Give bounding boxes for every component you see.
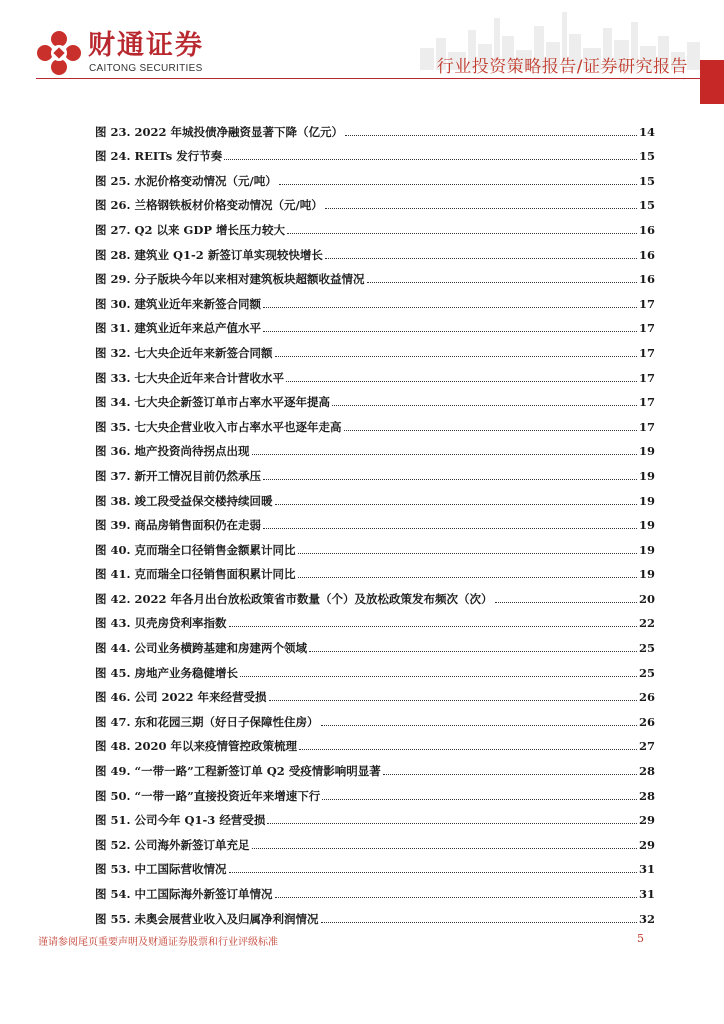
- toc-dot-leader: [325, 208, 637, 209]
- toc-entry-page: 15: [638, 173, 655, 188]
- toc-dot-leader: [269, 700, 637, 701]
- toc-entry[interactable]: [95, 655, 655, 680]
- toc-entry-page: 22: [638, 616, 655, 631]
- toc-entry[interactable]: [95, 508, 655, 533]
- toc-entry-page: 28: [638, 764, 655, 779]
- toc-entry-label: 图 23. 2022 年城投债净融资显著下降（亿元）: [95, 124, 344, 139]
- toc-entry[interactable]: [95, 360, 655, 385]
- toc-entry[interactable]: [95, 286, 655, 311]
- toc-entry[interactable]: [95, 532, 655, 557]
- toc-dot-leader: [263, 528, 637, 529]
- toc-dot-leader: [321, 922, 637, 923]
- toc-entry-page: 19: [638, 567, 655, 582]
- toc-entry-label: 图 49. “一带一路”工程新签订单 Q2 受疫情影响明显著: [95, 764, 381, 779]
- toc-entry[interactable]: [95, 704, 655, 729]
- toc-entry[interactable]: [95, 237, 655, 262]
- toc-dot-leader: [309, 651, 637, 652]
- toc-entry-label: 图 31. 建筑业近年来总产值水平: [95, 321, 262, 336]
- toc-entry[interactable]: [95, 606, 655, 631]
- toc-entry-page: 17: [638, 419, 655, 434]
- toc-dot-leader: [252, 454, 637, 455]
- toc-entry-page: 17: [638, 395, 655, 410]
- toc-dot-leader: [286, 381, 637, 382]
- toc-entry-page: 14: [638, 124, 655, 139]
- toc-entry[interactable]: [95, 827, 655, 852]
- toc-entry-label: 图 29. 分子版块今年以来相对建筑板块超额收益情况: [95, 272, 365, 287]
- toc-entry-label: 图 55. 未奥会展营业收入及归属净利润情况: [95, 911, 319, 926]
- toc-entry-label: 图 25. 水泥价格变动情况（元/吨）: [95, 173, 277, 188]
- toc-entry-page: 16: [638, 272, 655, 287]
- toc-dot-leader: [298, 577, 637, 578]
- toc-entry-label: 图 32. 七大央企近年来新签合同额: [95, 345, 273, 360]
- header-divider: [36, 78, 724, 79]
- toc-entry-label: 图 43. 贝壳房贷利率指数: [95, 616, 227, 631]
- toc-entry-label: 图 34. 七大央企新签订单市占率水平逐年提高: [95, 395, 331, 410]
- toc-dot-leader: [275, 356, 637, 357]
- toc-entry-page: 17: [638, 296, 655, 311]
- toc-dot-leader: [267, 823, 637, 824]
- toc-entry-page: 15: [638, 149, 655, 164]
- toc-entry[interactable]: [95, 876, 655, 901]
- toc-entry-page: 28: [638, 788, 655, 803]
- toc-dot-leader: [344, 430, 637, 431]
- toc-entry-label: 图 24. REITs 发行节奏: [95, 149, 223, 164]
- toc-entry-page: 19: [638, 444, 655, 459]
- toc-entry-page: 19: [638, 542, 655, 557]
- toc-entry[interactable]: [95, 458, 655, 483]
- toc-dot-leader: [263, 479, 637, 480]
- toc-entry[interactable]: [95, 729, 655, 754]
- toc-entry-page: 17: [638, 370, 655, 385]
- toc-entry[interactable]: [95, 803, 655, 828]
- toc-entry[interactable]: [95, 680, 655, 705]
- logo-chinese-name: 财通证券: [88, 30, 204, 61]
- toc-entry[interactable]: [95, 901, 655, 926]
- toc-entry-label: 图 39. 商品房销售面积仍在走弱: [95, 518, 262, 533]
- toc-entry-label: 图 41. 克而瑞全口径销售面积累计同比: [95, 567, 296, 582]
- toc-entry[interactable]: [95, 409, 655, 434]
- toc-entry[interactable]: [95, 163, 655, 188]
- toc-entry-page: 19: [638, 518, 655, 533]
- toc-entry-label: 图 44. 公司业务横跨基建和房建两个领域: [95, 641, 308, 656]
- toc-entry-label: 图 36. 地产投资尚待拐点出现: [95, 444, 250, 459]
- toc-entry-label: 图 51. 公司今年 Q1-3 经营受损: [95, 813, 266, 828]
- footer-disclaimer: 谨请参阅尾页重要声明及财通证券股票和行业评级标准: [38, 937, 278, 948]
- toc-entry[interactable]: [95, 581, 655, 606]
- toc-dot-leader: [224, 159, 637, 160]
- toc-entry[interactable]: [95, 335, 655, 360]
- toc-dot-leader: [345, 135, 637, 136]
- logo-english-name: CAITONG SECURITIES: [89, 63, 203, 74]
- toc-entry[interactable]: [95, 778, 655, 803]
- toc-dot-leader: [298, 553, 637, 554]
- toc-dot-leader: [252, 848, 637, 849]
- figure-table-of-contents: [95, 114, 655, 926]
- toc-entry[interactable]: [95, 434, 655, 459]
- toc-entry-label: 图 47. 东和花园三期（好日子保障性住房）: [95, 714, 319, 729]
- toc-entry-page: 25: [638, 665, 655, 680]
- toc-dot-leader: [332, 405, 637, 406]
- toc-dot-leader: [263, 331, 637, 332]
- toc-entry-label: 图 53. 中工国际营收情况: [95, 862, 227, 877]
- toc-entry-label: 图 37. 新开工情况目前仍然承压: [95, 468, 262, 483]
- toc-entry-page: 29: [638, 813, 655, 828]
- toc-entry-page: 32: [638, 911, 655, 926]
- toc-entry[interactable]: [95, 262, 655, 287]
- toc-dot-leader: [325, 258, 637, 259]
- toc-entry[interactable]: [95, 188, 655, 213]
- toc-dot-leader: [495, 602, 637, 603]
- toc-dot-leader: [240, 676, 637, 677]
- toc-dot-leader: [229, 626, 637, 627]
- toc-entry-page: 17: [638, 345, 655, 360]
- page-number: 5: [637, 932, 644, 945]
- toc-entry-label: 图 28. 建筑业 Q1-2 新签订单实现较快增长: [95, 247, 323, 262]
- toc-entry-label: 图 40. 克而瑞全口径销售金额累计同比: [95, 542, 296, 557]
- toc-dot-leader: [367, 282, 637, 283]
- toc-entry-page: 29: [638, 837, 655, 852]
- toc-dot-leader: [275, 504, 637, 505]
- toc-entry[interactable]: [95, 139, 655, 164]
- toc-entry-label: 图 52. 公司海外新签订单充足: [95, 837, 250, 852]
- toc-dot-leader: [322, 799, 637, 800]
- toc-entry-label: 图 27. Q2 以来 GDP 增长压力较大: [95, 222, 285, 237]
- toc-dot-leader: [229, 872, 637, 873]
- header-accent-bar: [700, 60, 724, 104]
- toc-entry-label: 图 45. 房地产业务稳健增长: [95, 665, 239, 680]
- toc-entry-label: 图 35. 七大央企营业收入市占率水平也逐年走高: [95, 419, 342, 434]
- toc-entry-label: 图 30. 建筑业近年来新签合同额: [95, 296, 262, 311]
- toc-entry[interactable]: [95, 483, 655, 508]
- toc-dot-leader: [275, 897, 637, 898]
- toc-dot-leader: [383, 774, 637, 775]
- caitong-logo-icon: [36, 30, 82, 76]
- toc-entry[interactable]: [95, 852, 655, 877]
- toc-entry-page: 31: [638, 887, 655, 901]
- toc-entry-page: 17: [638, 321, 655, 336]
- toc-entry-label: 图 26. 兰格钢铁板材价格变动情况（元/吨）: [95, 198, 323, 213]
- toc-entry-page: 15: [638, 198, 655, 213]
- toc-entry-page: 26: [638, 690, 655, 705]
- toc-entry-label: 图 54. 中工国际海外新签订单情况: [95, 887, 273, 901]
- toc-entry-page: 16: [638, 222, 655, 237]
- toc-entry[interactable]: [95, 311, 655, 336]
- toc-entry-page: 19: [638, 468, 655, 483]
- page-header: [0, 0, 724, 104]
- toc-entry-label: 图 42. 2022 年各月出台放松政策省市数量（个）及放松政策发布频次（次）: [95, 591, 493, 606]
- toc-dot-leader: [263, 307, 637, 308]
- toc-entry-label: 图 33. 七大央企近年来合计营收水平: [95, 370, 285, 385]
- toc-entry-page: 16: [638, 247, 655, 262]
- toc-dot-leader: [321, 725, 637, 726]
- toc-entry[interactable]: [95, 753, 655, 778]
- toc-entry-label: 图 38. 竣工段受益保交楼持续回暖: [95, 493, 273, 508]
- report-type-title: 行业投资策略报告/证券研究报告: [436, 57, 688, 77]
- toc-entry[interactable]: [95, 630, 655, 655]
- toc-entry[interactable]: [95, 385, 655, 410]
- toc-entry-page: 26: [638, 714, 655, 729]
- toc-entry-page: 20: [638, 591, 655, 606]
- toc-entry-page: 31: [638, 862, 655, 877]
- toc-entry-label: 图 48. 2020 年以来疫情管控政策梳理: [95, 739, 298, 754]
- toc-entry[interactable]: [95, 212, 655, 237]
- toc-dot-leader: [287, 233, 637, 234]
- toc-entry-page: 25: [638, 641, 655, 656]
- toc-entry[interactable]: [95, 557, 655, 582]
- toc-entry-label: 图 50. “一带一路”直接投资近年来增速下行: [95, 788, 321, 803]
- toc-dot-leader: [299, 749, 637, 750]
- toc-entry[interactable]: [95, 114, 655, 139]
- toc-dot-leader: [279, 184, 637, 185]
- toc-entry-page: 27: [638, 739, 655, 754]
- toc-entry-page: 19: [638, 493, 655, 508]
- toc-entry-label: 图 46. 公司 2022 年来经营受损: [95, 690, 267, 705]
